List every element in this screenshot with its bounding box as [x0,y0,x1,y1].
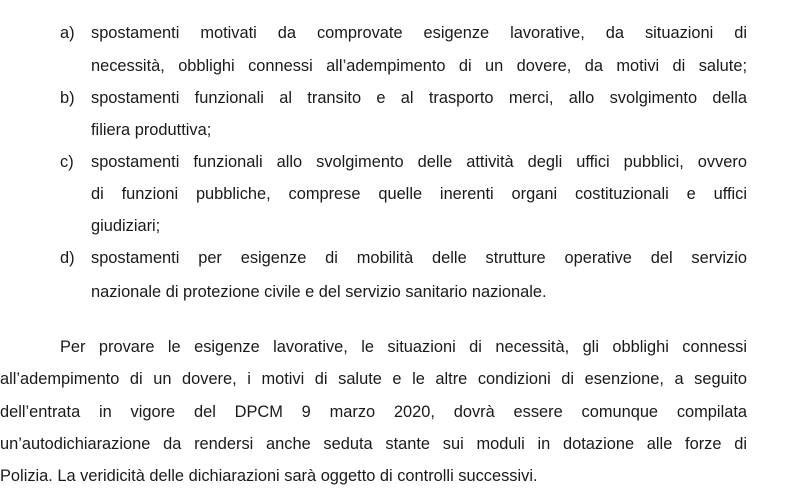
list-marker: d) [60,249,75,267]
list-item-line: di funzioni pubbliche, comprese quelle inerenti organi costituzionali e uffici [91,185,747,203]
paragraph-line: all’adempimento di un dovere, i motivi di salute e le altre condizioni di esenzione, a seguito [0,370,747,388]
list-item-line: nazionale di protezione civile e del servizio sanitario nazionale. [91,283,547,301]
list-item-line: spostamenti motivati da comprovate esigenze lavorative, da situazioni di [91,24,747,42]
list-item-line: filiera produttiva; [91,121,212,139]
paragraph-line: Per provare le esigenze lavorative, le situazioni di necessità, gli obblighi connessi [60,338,747,356]
paragraph-line: un’autodichiarazione da rendersi anche seduta stante sui moduli in dotazione alle forze di [0,435,747,453]
list-item-line: giudiziari; [91,217,161,235]
list-item-line: spostamenti per esigenze di mobilità delle strutture operative del servizio [91,249,747,267]
paragraph-line: dell’entrata in vigore del DPCM 9 marzo 2020, dovrà essere comunque compilata [0,403,747,421]
paragraph-line: Polizia. La veridicità delle dichiarazioni sarà oggetto di controlli successivi. [0,467,538,485]
list-item-line: spostamenti funzionali allo svolgimento delle attività degli uffici pubblici, ovvero [91,153,747,171]
list-item-line: necessità, obblighi connessi all’adempimento di un dovere, da motivi di salute; [91,57,747,75]
list-item-line: spostamenti funzionali al transito e al trasporto merci, allo svolgimento della [91,89,747,107]
list-marker: a) [60,24,75,42]
list-marker: c) [60,153,74,171]
list-marker: b) [60,89,75,107]
